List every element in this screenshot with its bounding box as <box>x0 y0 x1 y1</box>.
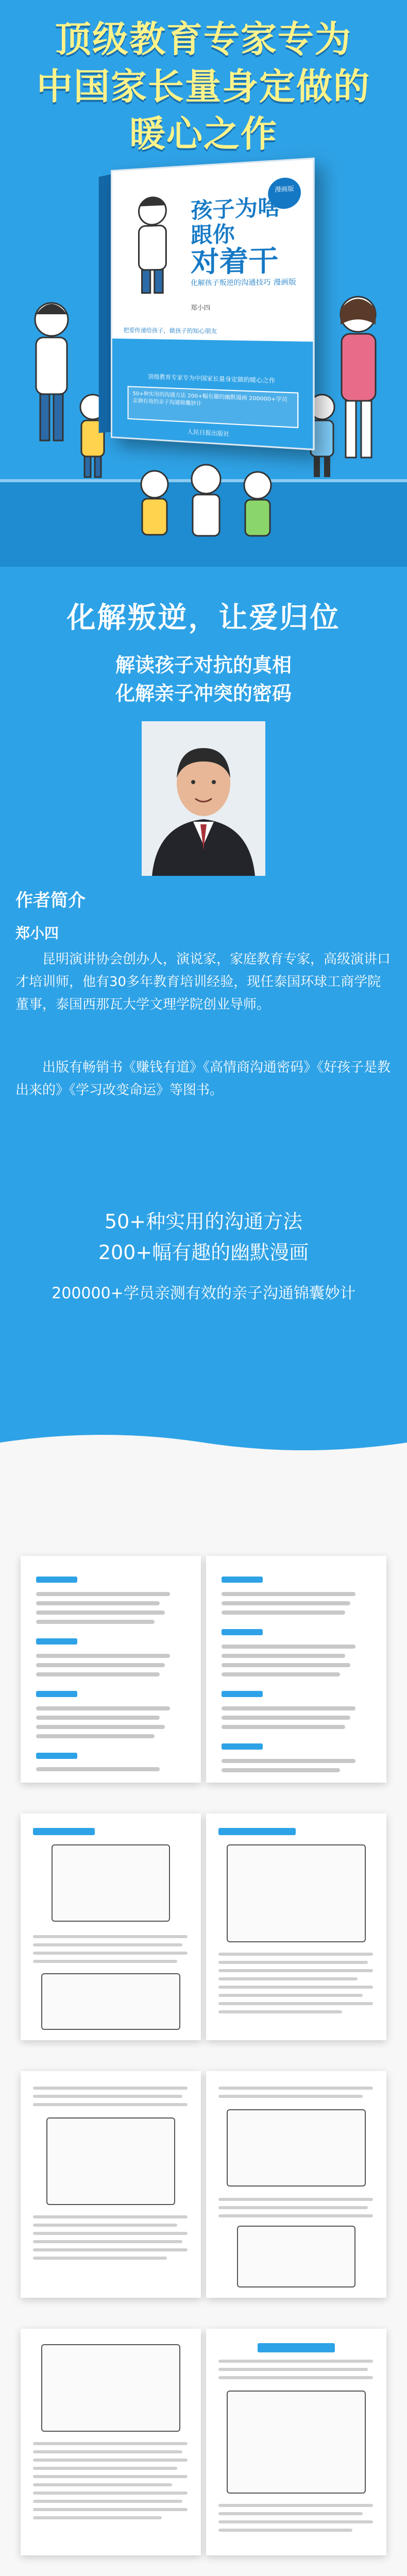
comic-panel <box>52 1844 170 1922</box>
headline-line-1: 顶级教育专家专为 <box>55 18 352 60</box>
hero-headline <box>0 15 407 158</box>
headline-line-3: 暖心之作 <box>129 112 278 155</box>
page-spread-chapter-2 <box>21 2071 386 2298</box>
cover-dad-illustration <box>122 189 184 295</box>
slogan-sub-2: 化解亲子冲突的密码 <box>115 682 292 705</box>
stat-students: 200000+学员亲测有效的亲子沟通锦囊妙计 <box>52 1284 355 1302</box>
stat-methods: 50+种实用的沟通方法 <box>104 1210 303 1233</box>
cover-badge: 漫画版 <box>268 177 301 209</box>
slogan-section <box>0 567 407 876</box>
author-name: 郑小四 <box>15 925 59 942</box>
chapter-page-left <box>21 2071 201 2298</box>
comic-panel <box>41 1973 180 2030</box>
cover-feature-box: 50+种实用的沟通方法 200+幅有趣的幽默漫画 200000+学员亲测有效的亲子沟通锦囊妙计 <box>128 386 299 428</box>
chapter-page-left <box>21 1814 201 2040</box>
author-intro-section <box>0 876 407 1185</box>
comic-panel <box>227 1844 366 1942</box>
comic-panel <box>46 2117 175 2205</box>
slogan-sub-1: 解读孩子对抗的真相 <box>115 654 292 676</box>
chapter-page-left <box>21 2329 201 2555</box>
book-cover-3d <box>111 158 315 451</box>
author-bio-paragraph-2: 出版有畅销书《赚钱有道》《高情商沟通密码》《好孩子是教出来的》《学习改变命运》等图书。 <box>15 1060 391 1098</box>
cover-subtitle: 化解孩子叛逆的沟通技巧 漫画版 <box>191 278 296 287</box>
stat-comics: 200+幅有趣的幽默漫画 <box>98 1241 309 1264</box>
book-front-cover <box>111 158 315 451</box>
cover-publisher: 人民日报出版社 <box>187 428 230 438</box>
cover-title <box>191 194 304 278</box>
stats-section <box>0 1185 407 1546</box>
comic-panel <box>227 2109 366 2187</box>
page-spread-chapter-1 <box>21 1814 386 2040</box>
toc-page-right <box>206 1556 386 1783</box>
hero-section <box>0 0 407 567</box>
comic-panel <box>41 2344 180 2432</box>
cartoon-family-right-illustration <box>301 278 399 484</box>
cover-note: 把爱传递给孩子，做孩子的知心朋友 <box>123 327 217 335</box>
stats-bottom-fill <box>0 1453 407 1546</box>
page-spread-toc <box>21 1556 386 1783</box>
page-spread-chapter-3 <box>21 2329 386 2555</box>
author-bio-paragraph-1: 昆明演讲协会创办人，演说家，家庭教育专家，高级演讲口才培训师，他有30多年教育培训经验，现任泰国环球工商学院董事，泰国西那瓦大学文理学院创业导师。 <box>15 952 391 1012</box>
comic-panel <box>237 2226 355 2287</box>
headline-line-2: 中国家长量身定做的 <box>37 65 370 108</box>
chapter-page-right <box>206 2329 386 2555</box>
chapter-page-right <box>206 1814 386 2040</box>
comic-panel <box>227 2391 366 2494</box>
book-spine <box>99 174 112 433</box>
author-intro-title: 作者简介 <box>15 890 86 911</box>
cover-band-text: 顶级教育专家专为中国家长量身定做的暖心之作 <box>148 373 276 384</box>
cover-title-line-2: 跟你 <box>191 222 235 248</box>
slogan-title: 化解叛逆，让爱归位 <box>66 601 341 635</box>
cartoon-kids-bottom-illustration <box>124 448 289 551</box>
cover-title-line-1: 孩子为啥 <box>191 194 281 224</box>
chapter-page-right <box>206 2071 386 2298</box>
cover-author: 郑小四 <box>191 304 211 312</box>
toc-page-left <box>21 1556 201 1783</box>
cover-title-line-3: 对着干 <box>191 244 279 279</box>
author-photo <box>142 721 265 876</box>
